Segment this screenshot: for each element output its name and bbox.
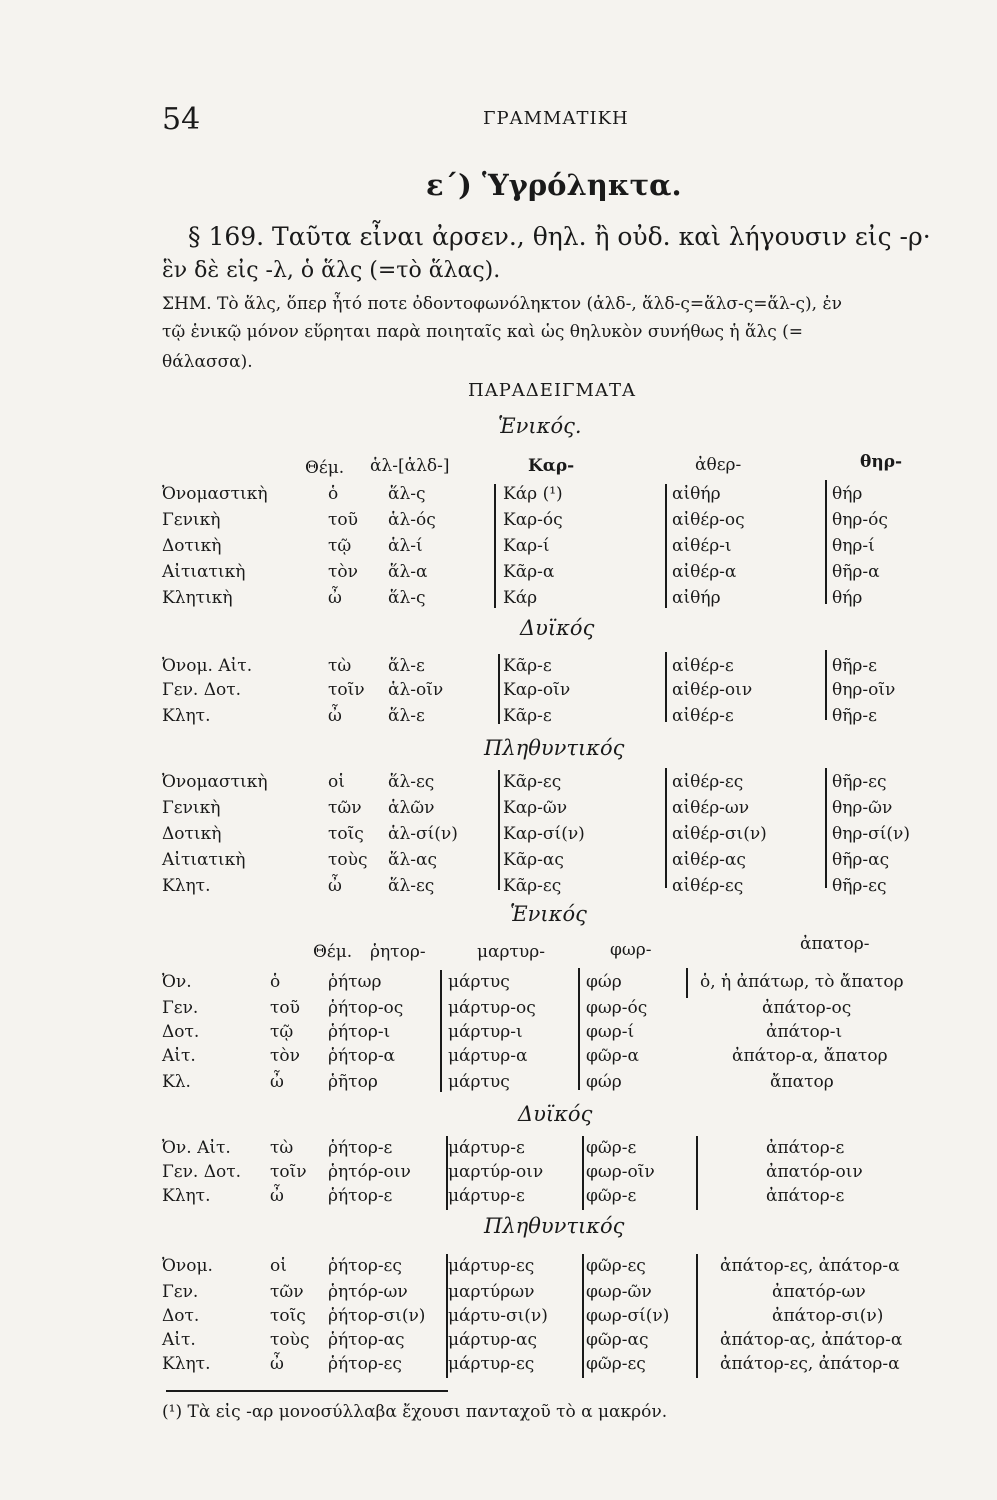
theme-rhetor: ῥητορ- xyxy=(370,942,426,962)
number-heading-singular: Ἑνικός. xyxy=(498,414,582,438)
form-cell: ὁ, ἡ ἀπάτωρ, τὸ ἄπατορ xyxy=(700,972,904,992)
case-label: Ὀνομαστικὴ xyxy=(162,484,268,504)
form-cell: φωρ-ί xyxy=(586,1022,635,1042)
case-label: Κλ. xyxy=(162,1072,191,1092)
form-cell: ἀπάτορ-ες, ἀπάτορ-α xyxy=(720,1256,900,1276)
number-heading-plural: Πληθυντικός xyxy=(484,1214,625,1238)
form-cell: μάρτυ-σι(ν) xyxy=(448,1306,548,1326)
article: ὦ xyxy=(328,588,342,608)
form-cell: ἀπατόρ-ων xyxy=(772,1282,866,1302)
article: ὦ xyxy=(270,1354,284,1374)
form-cell: αἰθέρ-ας xyxy=(672,850,746,870)
form-cell: ῥήτορ-ας xyxy=(328,1330,405,1350)
theme-halas: ἁλ-[ἁλδ-] xyxy=(370,456,450,476)
form-cell: ἅλ-ας xyxy=(388,850,437,870)
form-cell: αἰθέρ-οιν xyxy=(672,680,753,700)
number-heading-dual: Δυϊκός xyxy=(518,1102,593,1126)
section-title: ε΄) Ὑγρόληκτα. xyxy=(426,168,682,202)
form-cell: θηρ-σί(ν) xyxy=(832,824,911,844)
paragraph-line: § 169. Ταῦτα εἶναι ἀρσεν., θηλ. ἢ οὐδ. καὶ λήγουσιν εἰς -ρ· xyxy=(188,222,931,251)
form-cell: αἰθέρ-ων xyxy=(672,798,750,818)
form-cell: αἰθέρ-ες xyxy=(672,772,744,792)
form-cell: θῆρ-ας xyxy=(832,850,890,870)
article: τὸν xyxy=(270,1046,300,1066)
form-cell: φώρ xyxy=(586,1072,622,1092)
form-cell: αἰθήρ xyxy=(672,588,721,608)
form-cell: ἅλ-ς xyxy=(388,484,426,504)
case-label: Κλητ. xyxy=(162,706,211,726)
case-label: Ὀνομ. xyxy=(162,1256,213,1276)
form-cell: Κᾶρ-α xyxy=(503,562,555,582)
form-cell: ἀπάτορ-ε xyxy=(766,1186,845,1206)
form-cell: ἅλ-ες xyxy=(388,876,435,896)
form-cell: ἁλ-σί(ν) xyxy=(388,824,458,844)
case-label: Δοτ. xyxy=(162,1306,200,1326)
case-label: Δοτ. xyxy=(162,1022,200,1042)
form-cell: θῆρ-ες xyxy=(832,772,887,792)
form-cell: μάρτυρ-α xyxy=(448,1046,528,1066)
form-cell: θῆρ-ες xyxy=(832,876,887,896)
form-cell: αἰθέρ-ε xyxy=(672,706,734,726)
form-cell: θῆρ-ε xyxy=(832,656,877,676)
article: τοῖν xyxy=(270,1162,307,1182)
form-cell: Κᾶρ-ε xyxy=(503,706,552,726)
case-label: Κλητικὴ xyxy=(162,588,233,608)
form-cell: ῥητόρ-οιν xyxy=(328,1162,411,1182)
article: ὦ xyxy=(270,1186,284,1206)
form-cell: Κᾶρ-ες xyxy=(503,772,562,792)
form-cell: αἰθήρ xyxy=(672,484,721,504)
article: τῷ xyxy=(328,536,352,556)
case-label: Γεν. xyxy=(162,998,199,1018)
form-cell: ἀπάτορ-ας, ἀπάτορ-α xyxy=(720,1330,903,1350)
form-cell: θῆρ-ε xyxy=(832,706,877,726)
form-cell: αἰθέρ-ες xyxy=(672,876,744,896)
form-cell: ἅλ-ε xyxy=(388,706,425,726)
form-cell: ἅλ-ε xyxy=(388,656,425,676)
form-cell: Κᾶρ-ας xyxy=(503,850,564,870)
form-cell: Καρ-ί xyxy=(503,536,550,556)
number-heading-singular: Ἑνικός xyxy=(510,902,587,926)
theme-apator: ἀπατορ- xyxy=(800,934,870,954)
form-cell: θηρ-οῖν xyxy=(832,680,896,700)
form-cell: ἁλῶν xyxy=(388,798,435,818)
form-cell: φῶρ-ες xyxy=(586,1354,646,1374)
form-cell: Καρ-ός xyxy=(503,510,563,530)
case-label: Αἰτιατικὴ xyxy=(162,850,246,870)
form-cell: ἀπάτορ-ε xyxy=(766,1138,845,1158)
article: ὁ xyxy=(328,484,339,504)
form-cell: θῆρ-α xyxy=(832,562,880,582)
case-label: Ὀνομ. Αἰτ. xyxy=(162,656,253,676)
theme-phor: φωρ- xyxy=(610,940,652,960)
form-cell: μάρτυρ-ες xyxy=(448,1354,535,1374)
note-line: θάλασσα). xyxy=(162,352,253,372)
paragraph-line: ἓν δὲ εἰς -λ, ὁ ἅλς (=τὸ ἅλας). xyxy=(162,258,501,283)
article: τοὺς xyxy=(270,1330,310,1350)
form-cell: ἁλ-ί xyxy=(388,536,423,556)
article: τοῦ xyxy=(270,998,300,1018)
form-cell: μαρτύρων xyxy=(448,1282,535,1302)
article: τοὺς xyxy=(328,850,368,870)
theme-kar: Καρ- xyxy=(528,456,575,476)
article: τοῦ xyxy=(328,510,358,530)
form-cell: μαρτύρ-οιν xyxy=(448,1162,544,1182)
case-label: Γεν. Δοτ. xyxy=(162,680,242,700)
form-cell: ἀπάτορ-ι xyxy=(766,1022,843,1042)
article: τὼ xyxy=(270,1138,294,1158)
form-cell: Κάρ xyxy=(503,588,538,608)
article: ὦ xyxy=(328,706,342,726)
theme-label: Θέμ. xyxy=(305,458,345,478)
article: ὦ xyxy=(270,1072,284,1092)
case-label: Ὀν. Αἰτ. xyxy=(162,1138,231,1158)
case-label: Δοτικὴ xyxy=(162,824,222,844)
form-cell: φωρ-οῖν xyxy=(586,1162,655,1182)
form-cell: ἄπατορ xyxy=(770,1072,834,1092)
case-label: Γενικὴ xyxy=(162,510,221,530)
note-line: ΣΗΜ. Τὸ ἅλς, ὅπερ ἦτό ποτε ὀδοντοφωνόληκτον (ἁλδ-, ἅλδ-ς=ἅλσ-ς=ἅλ-ς), ἐν xyxy=(162,294,842,314)
case-label: Κλητ. xyxy=(162,1186,211,1206)
article: οἱ xyxy=(328,772,345,792)
case-label: Αἰτ. xyxy=(162,1046,196,1066)
form-cell: Κάρ (¹) xyxy=(503,484,563,504)
form-cell: φῶρ-ας xyxy=(586,1330,649,1350)
form-cell: φώρ xyxy=(586,972,622,992)
case-label: Ὀνομαστικὴ xyxy=(162,772,268,792)
form-cell: αἰθέρ-ε xyxy=(672,656,734,676)
form-cell: ῥήτορ-σι(ν) xyxy=(328,1306,426,1326)
form-cell: ῥῆτορ xyxy=(328,1072,378,1092)
form-cell: θηρ-ός xyxy=(832,510,888,530)
form-cell: μάρτυρ-ε xyxy=(448,1186,525,1206)
note-line: τῷ ἑνικῷ μόνον εὕρηται παρὰ ποιηταῖς καὶ ὡς θηλυκὸν συνήθως ἡ ἅλς (= xyxy=(162,322,804,342)
form-cell: αἰθέρ-σι(ν) xyxy=(672,824,767,844)
form-cell: φωρ-ῶν xyxy=(586,1282,652,1302)
case-label: Γενικὴ xyxy=(162,798,221,818)
theme-martyr: μαρτυρ- xyxy=(477,942,545,962)
form-cell: φῶρ-ε xyxy=(586,1138,637,1158)
article: τὼ xyxy=(328,656,352,676)
form-cell: μάρτυρ-ες xyxy=(448,1256,535,1276)
form-cell: ῥήτωρ xyxy=(328,972,382,992)
article: ὦ xyxy=(328,876,342,896)
article: τοῖν xyxy=(328,680,365,700)
form-cell: θήρ xyxy=(832,484,863,504)
form-cell: μάρτυς xyxy=(448,1072,510,1092)
form-cell: ἅλ-ες xyxy=(388,772,435,792)
footnote-rule xyxy=(166,1390,448,1392)
article: τὸν xyxy=(328,562,358,582)
case-label: Γεν. Δοτ. xyxy=(162,1162,242,1182)
theme-aither: ἀθερ- xyxy=(695,455,742,475)
form-cell: ἀπάτορ-ες, ἀπάτορ-α xyxy=(720,1354,900,1374)
form-cell: Καρ-ῶν xyxy=(503,798,568,818)
form-cell: ἅλ-α xyxy=(388,562,428,582)
case-label: Κλητ. xyxy=(162,1354,211,1374)
form-cell: ῥήτορ-ε xyxy=(328,1186,393,1206)
number-heading-plural: Πληθυντικός xyxy=(484,736,625,760)
form-cell: ἀπάτορ-α, ἄπατορ xyxy=(732,1046,888,1066)
form-cell: θηρ-ί xyxy=(832,536,875,556)
running-head: ΓΡΑΜΜΑΤΙΚΗ xyxy=(483,108,629,129)
form-cell: ἅλ-ς xyxy=(388,588,426,608)
form-cell: αἰθέρ-ι xyxy=(672,536,732,556)
form-cell: ἁλ-ός xyxy=(388,510,436,530)
form-cell: ἀπάτορ-σι(ν) xyxy=(772,1306,884,1326)
examples-heading: ΠΑΡΑΔΕΙΓΜΑΤΑ xyxy=(468,380,636,401)
form-cell: φῶρ-ε xyxy=(586,1186,637,1206)
form-cell: ῥήτορ-α xyxy=(328,1046,396,1066)
form-cell: ἀπατόρ-οιν xyxy=(766,1162,863,1182)
form-cell: μάρτυρ-ε xyxy=(448,1138,525,1158)
form-cell: ἁλ-οῖν xyxy=(388,680,444,700)
footnote: (¹) Τὰ εἰς -αρ μονοσύλλαβα ἔχουσι πανταχοῦ τὸ α μακρόν. xyxy=(162,1402,668,1422)
article: τοῖς xyxy=(328,824,364,844)
form-cell: ῥήτορ-ες xyxy=(328,1354,402,1374)
number-heading-dual: Δυϊκός xyxy=(520,616,595,640)
form-cell: ῥήτορ-ες xyxy=(328,1256,402,1276)
form-cell: Καρ-οῖν xyxy=(503,680,571,700)
form-cell: μάρτυρ-ας xyxy=(448,1330,538,1350)
form-cell: θηρ-ῶν xyxy=(832,798,893,818)
form-cell: φωρ-σί(ν) xyxy=(586,1306,670,1326)
form-cell: Κᾶρ-ε xyxy=(503,656,552,676)
case-label: Γεν. xyxy=(162,1282,199,1302)
case-label: Αἰτ. xyxy=(162,1330,196,1350)
article: τῶν xyxy=(270,1282,304,1302)
form-cell: φῶρ-ες xyxy=(586,1256,646,1276)
form-cell: φωρ-ός xyxy=(586,998,648,1018)
theme-label: Θέμ. xyxy=(313,942,353,962)
page-number: 54 xyxy=(162,102,201,137)
form-cell: Κᾶρ-ες xyxy=(503,876,562,896)
article: οἱ xyxy=(270,1256,287,1276)
theme-ther: θηρ- xyxy=(860,452,903,472)
article: ὁ xyxy=(270,972,281,992)
case-label: Ὀν. xyxy=(162,972,192,992)
form-cell: μάρτυρ-ος xyxy=(448,998,536,1018)
form-cell: μάρτυς xyxy=(448,972,510,992)
form-cell: φῶρ-α xyxy=(586,1046,639,1066)
case-label: Δοτικὴ xyxy=(162,536,222,556)
article: τῶν xyxy=(328,798,362,818)
form-cell: ῥήτορ-ι xyxy=(328,1022,391,1042)
form-cell: ῥήτορ-ος xyxy=(328,998,404,1018)
case-label: Αἰτιατικὴ xyxy=(162,562,246,582)
form-cell: ἀπάτορ-ος xyxy=(762,998,852,1018)
form-cell: αἰθέρ-ος xyxy=(672,510,745,530)
form-cell: μάρτυρ-ι xyxy=(448,1022,523,1042)
form-cell: θήρ xyxy=(832,588,863,608)
form-cell: αἰθέρ-α xyxy=(672,562,737,582)
form-cell: ῥητόρ-ων xyxy=(328,1282,408,1302)
form-cell: Καρ-σί(ν) xyxy=(503,824,585,844)
article: τοῖς xyxy=(270,1306,306,1326)
article: τῷ xyxy=(270,1022,294,1042)
case-label: Κλητ. xyxy=(162,876,211,896)
form-cell: ῥήτορ-ε xyxy=(328,1138,393,1158)
